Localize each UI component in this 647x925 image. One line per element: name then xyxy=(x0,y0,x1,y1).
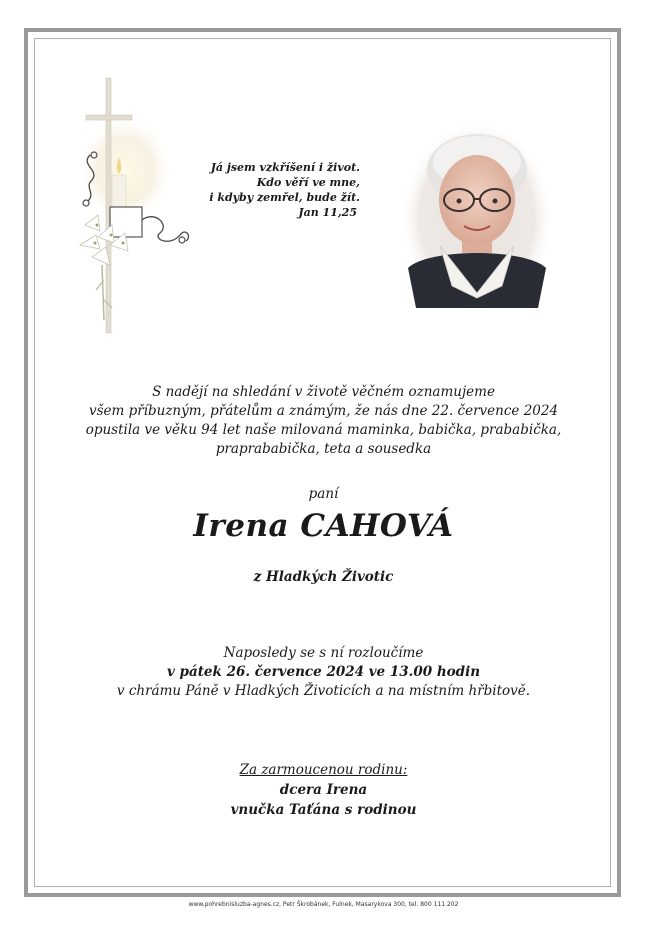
announcement-line: praprababička, teta a sousedka xyxy=(215,441,432,457)
deceased-origin: z Hladkých Životic xyxy=(253,569,394,585)
family-signature xyxy=(60,760,587,820)
honorific: paní xyxy=(308,486,339,502)
funeral-datetime: v pátek 26. července 2024 ve 13.00 hodin xyxy=(166,664,481,680)
family-member: dcera Irena xyxy=(279,782,368,798)
deceased-name: Irena CAHOVÁ xyxy=(193,508,454,544)
announcement xyxy=(60,383,587,459)
quote-line: i kdyby zemřel, bude žít. xyxy=(209,191,360,204)
footer-contact: www.pohrebnisluzba-agnes.cz, Petr Škrobánek, Fulnek, Masarykova 300, tel. 800 111 202 xyxy=(188,901,459,908)
announcement-line: S nadějí na shledání v životě věčném oznamujeme xyxy=(152,384,495,400)
quote-reference: Jan 11,25 xyxy=(298,206,357,219)
family-heading: Za zarmoucenou rodinu: xyxy=(239,762,408,778)
announcement-line: všem příbuzným, přátelům a známým, že nás dne 22. července 2024 xyxy=(88,403,559,419)
announcement-line: opustila ve věku 94 let naše milovaná maminka, babička, prababička, xyxy=(85,422,562,438)
quote-line: Kdo věří ve mne, xyxy=(256,176,360,189)
bible-quote xyxy=(170,160,360,220)
funeral-info xyxy=(60,644,587,701)
funeral-place: v chrámu Páně v Hladkých Životicích a na místním hřbitově. xyxy=(116,683,531,699)
quote-line: Já jsem vzkříšení i život. xyxy=(210,161,360,174)
family-member: vnučka Taťána s rodinou xyxy=(230,802,417,818)
funeral-intro: Naposledy se s ní rozloučíme xyxy=(223,645,424,661)
portrait-photo xyxy=(398,118,556,318)
